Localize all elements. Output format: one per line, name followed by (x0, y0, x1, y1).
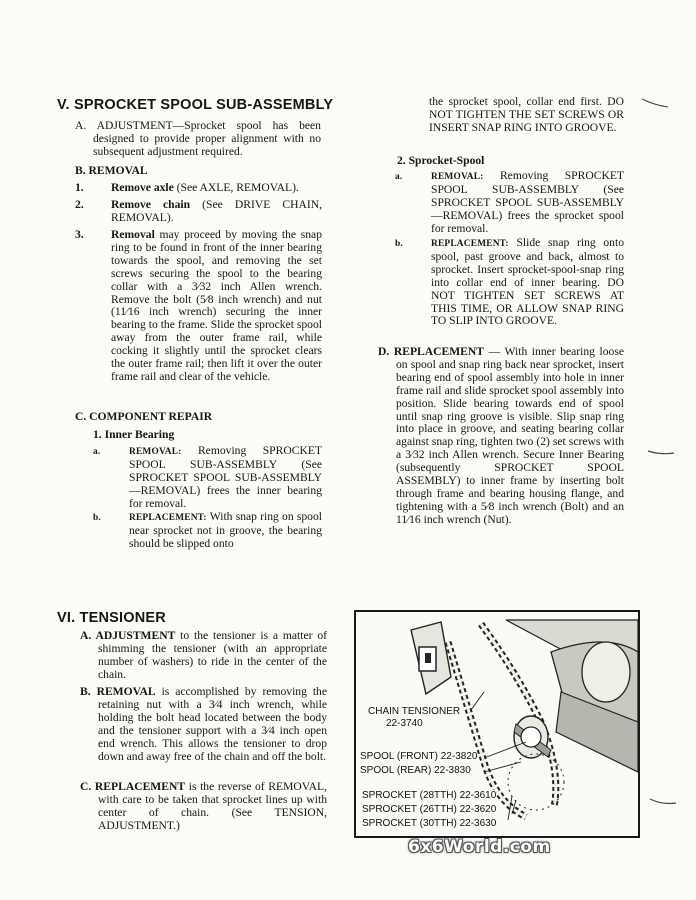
inner-bearing-replacement-continued: the sprocket spool, collar end first. DO NOT TIGHTEN THE SET SCREWS OR INSERT SNAP RING INTO GROOVE. (429, 95, 624, 134)
component-repair-heading: C. COMPONENT REPAIR (75, 410, 213, 423)
site-watermark: 6x6World.com (408, 837, 551, 857)
spool-rear-callout: SPOOL (REAR) 22-3830 (360, 765, 471, 776)
tensioner-callout: CHAIN TENSIONER (368, 706, 461, 717)
sprocket-spool-replacement: b. REPLACEMENT: Slide snap ring onto spool, past groove and back, almost to sprocket. Insert sprocket-spool-snap ring into collar end of inner bearing. DO NOT TIGHTEN SET SCREWS AT THIS TIME, OR ALLOW SNAP RING TO SLIP INTO GROOVE. (395, 236, 624, 328)
tensioner-part-number: 22-3740 (386, 718, 423, 729)
adjustment-paragraph (75, 120, 321, 159)
sprocket-28-callout: SPROCKET (28TTH) 22-3610 (362, 790, 497, 801)
tensioner-adjustment: A. ADJUSTMENT to the tensioner is a matter of shimming the tensioner (with an appropriate number of washers) to ride in the center of the chain. (80, 629, 327, 681)
tensioner-removal: B. REMOVAL is accomplished by removing the retaining nut with a 3⁄4 inch wrench, while holding the bolt head located between the body and the tensioner support with a 3⁄4 inch open end wrench. This allows the tensioner to drop down and away free of the chain and off the bolt. (80, 685, 327, 763)
adjustment-label: A. ADJUSTMENT (75, 119, 173, 132)
spool-front-callout: SPOOL (FRONT) 22-3820 (360, 751, 478, 762)
sprocket-figure (354, 610, 640, 838)
removal-step-2: 2. Remove chain (See DRIVE CHAIN, REMOVAL). (75, 198, 323, 224)
replacement-paragraph: D. REPLACEMENT — With inner bearing loose on spool and snap ring back near sprocket, insert bearing end of spool assembly into hole in inner frame rail and slide sprocket spool assembly into position. Slide bearing towards end of spool until snap ring groove is visible. Slip snap ring into place in groove, and seating bearing collar against snap ring, tighten two (2) set screws with a 3⁄32 inch Allen wrench. Secure Inner Bearing (subsequently SPROCKET SPOOL ASSEMBLY) to inner frame by inserting bolt through frame and bearing housing flange, and tightening with a 5⁄8 inch wrench (Bolt) and an 11⁄16 inch wrench (Nut). (378, 345, 624, 526)
sprocket-spool-heading: 2. Sprocket-Spool (397, 154, 485, 167)
section-v-heading: V. SPROCKET SPOOL SUB-ASSEMBLY (57, 97, 334, 113)
inner-bearing-removal: a. REMOVAL: Removing SPROCKET SPOOL SUB-ASSEMBLY (See SPROCKET SPOOL SUB-ASSEMBLY—REMOVAL) frees the inner bearing for removal. (93, 444, 322, 510)
margin-mark-middle (646, 445, 676, 459)
removal-heading: B. REMOVAL (75, 164, 148, 177)
sprocket-spool-removal: a. REMOVAL: Removing SPROCKET SPOOL SUB-ASSEMBLY (See SPROCKET SPOOL SUB-ASSEMBLY—REMOVAL) frees the sprocket spool for removal. (395, 169, 624, 235)
margin-mark-top (640, 95, 670, 109)
section-vi-heading: VI. TENSIONER (57, 610, 166, 626)
removal-step-1: 1. Remove axle (See AXLE, REMOVAL). (75, 181, 299, 194)
margin-mark-bottom (648, 795, 678, 809)
inner-bearing-replacement: b. REPLACEMENT: With snap ring on spool near sprocket not in groove, the bearing should be slipped onto (93, 510, 322, 550)
adjustment-text: —Sprocket spool has been designed to provide proper alignment with no subsequent adjustment required. (93, 119, 321, 158)
sprocket-30-callout: SPROCKET (30TTH) 22-3630 (362, 818, 497, 829)
removal-step-3: 3. Removal may proceed by moving the snap ring to be found in front of the inner bearing towards the spool, and removing the set screws securing the spool to the bearing collar with a 3⁄32 inch Allen wrench. Remove the bolt (5⁄8 inch wrench) and nut (11⁄16 inch wrench) securing the inner bearing to the frame. Slide the sprocket spool away from the outer frame rail, while cocking it slightly until the sprocket clears the outer frame rail; then lift it over the outer frame rail and clear of the vehicle. (75, 228, 322, 383)
inner-bearing-heading: 1. Inner Bearing (93, 428, 175, 441)
sprocket-26-callout: SPROCKET (26TTH) 22-3620 (362, 804, 497, 815)
tensioner-replacement: C. REPLACEMENT is the reverse of REMOVAL, with care to be taken that sprocket lines up with center of chain. (See TENSION, ADJUSTMENT.) (80, 780, 327, 832)
